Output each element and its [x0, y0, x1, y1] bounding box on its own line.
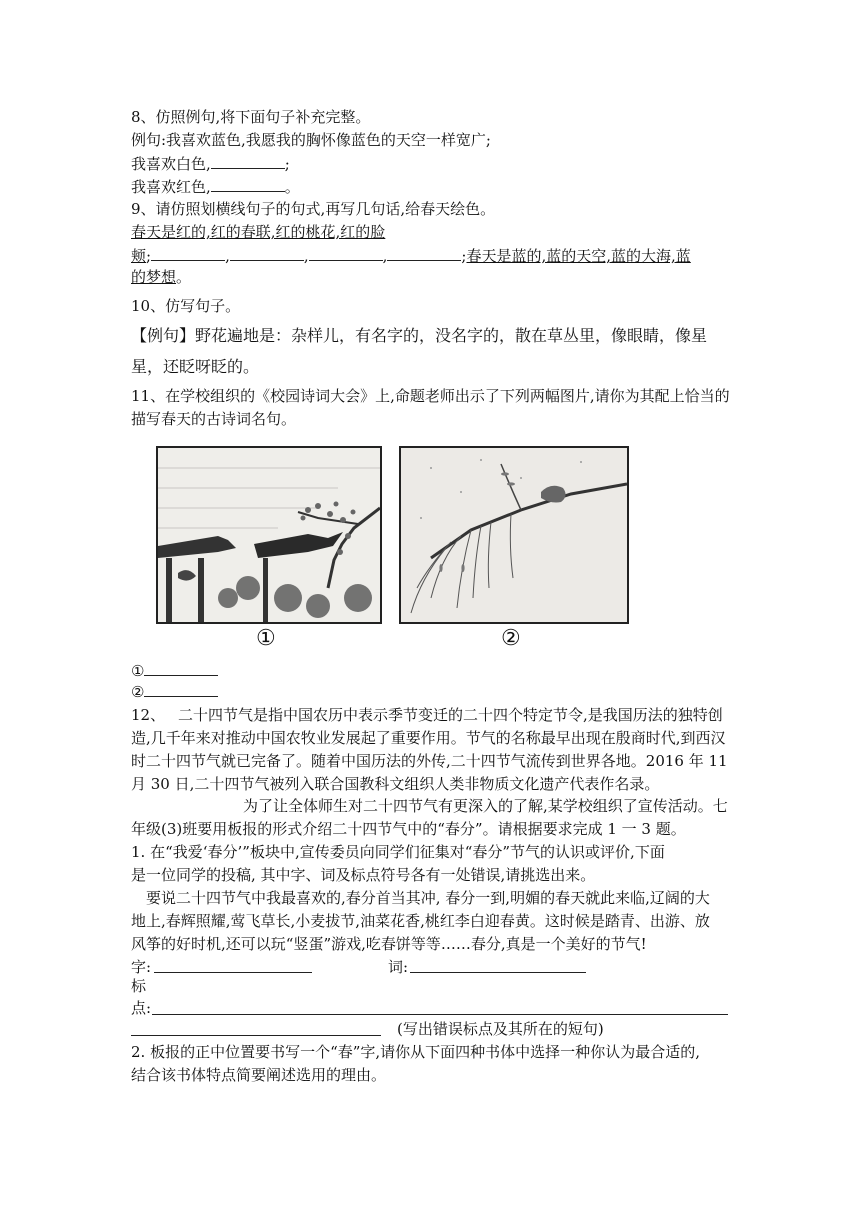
- q11-answer1: [131, 661, 218, 680]
- q12-punct-note: (写出错误标点及其所在的短句): [397, 1020, 604, 1038]
- q8-line1: [131, 154, 290, 173]
- q9-period: 。: [176, 268, 192, 286]
- q11-answer1-label: ①: [131, 662, 145, 680]
- q11-title-line1: 11、在学校组织的《校园诗词大会》上,命题老师出示了下列两幅图片,请你为其配上恰当的: [131, 387, 730, 405]
- q10-title: 10、仿写句子。: [131, 297, 241, 315]
- q11-answer2-label: ②: [131, 683, 145, 701]
- q9-line3: [131, 268, 191, 286]
- q12-number: 12、: [131, 706, 166, 724]
- q9-line2: [131, 246, 691, 265]
- q9-comma3: ,: [382, 247, 388, 265]
- q12-biao-label: 标: [131, 977, 147, 995]
- q8-blank1[interactable]: [211, 154, 285, 169]
- q9-ul-2: 颊: [131, 247, 147, 265]
- q11-answer2: [131, 682, 218, 701]
- picture-2-label: ②: [501, 626, 521, 651]
- q9-blank3[interactable]: [309, 246, 383, 261]
- q9-underlined-1: 春天是红的,红的春联,红的桃花,红的脸: [131, 223, 386, 241]
- eaves-blossom-illustration: [158, 448, 380, 622]
- q8-title: 8、仿照例句,将下面句子补充完整。: [131, 108, 371, 126]
- q8-line2-text: 我喜欢红色,: [131, 178, 211, 196]
- willow-bird-illustration: [401, 448, 627, 622]
- q12-sub2-line1: 2. 板报的正中位置要书写一个“春”字,请你从下面四种书体中选择一种你认为最合适的,: [131, 1043, 700, 1061]
- q12-para-line3: 时二十四节气就已完备了。随着中国历法的外传,二十四节气流传到世界各地。2016 年 11: [131, 752, 728, 770]
- picture-2-willow: [399, 446, 629, 624]
- q9-blank2[interactable]: [230, 246, 304, 261]
- q10-example-line2: 星，还眨呀眨的。: [131, 357, 260, 376]
- q12-essay-line1: 要说二十四节气中我最喜欢的,春分首当其冲, 春分一到,明媚的春天就此来临,辽阔的大: [146, 889, 710, 907]
- q12-sub2-line2: 结合该书体特点简要阐述选用的理由。: [131, 1066, 387, 1084]
- q9-blank1[interactable]: [151, 246, 225, 261]
- q12-para-line4: 月 30 日,二十四节气被列入联合国教科文组织人类非物质文化遗产代表作名录。: [131, 775, 660, 793]
- q8-period: 。: [284, 178, 300, 196]
- q12-dian-label: 点:: [131, 999, 152, 1017]
- q9-comma2: ,: [303, 247, 309, 265]
- q11-answer1-blank[interactable]: [144, 661, 218, 676]
- q12-sub1-line2: 是一位同学的投稿, 其中字、词及标点符号各有一处错误,请挑选出来。: [131, 866, 596, 884]
- q9-title: 9、请仿照划横线句子的句式,再写几句话,给春天绘色。: [131, 200, 496, 218]
- q8-example: 例句:我喜欢蓝色,我愿我的胸怀像蓝色的天空一样宽广;: [131, 131, 491, 149]
- q12-punct-answer-line2[interactable]: [131, 1035, 381, 1036]
- q12-para-line6: 年级(3)班要用板报的形式介绍二十四节气中的“春分”。请根据要求完成 1 一 3 题。: [131, 820, 686, 838]
- q12-para-line1: 二十四节气是指中国农历中表示季节变迁的二十四个特定节令,是我国历法的独特创: [178, 706, 723, 724]
- q9-semi2: ;: [461, 247, 467, 265]
- q9-ul-3: 春天是蓝的,蓝的天空,蓝的大海,蓝: [466, 247, 691, 265]
- q12-sub1-line1: 1. 在“我爱‘春分’”板块中,宣传委员向同学们征集对“春分”节气的认识或评价,下面: [131, 843, 665, 861]
- q12-zi-answer-line[interactable]: [154, 972, 312, 973]
- q9-blank4[interactable]: [387, 246, 461, 261]
- q8-line2: [131, 177, 300, 196]
- picture-1-label: ①: [256, 626, 276, 651]
- q8-semi: ;: [284, 155, 290, 173]
- q9-semi1: ;: [146, 247, 152, 265]
- q9-ul-4: 的梦想: [131, 268, 177, 286]
- q12-zi-label: 字:: [131, 958, 152, 976]
- q12-essay-line3: 风筝的好时机,还可以玩“竖蛋”游戏,吃春饼等等……春分,真是一个美好的节气!: [131, 935, 647, 953]
- picture-1-ancient-eaves: [156, 446, 382, 624]
- q12-para-line5: 为了让全体师生对二十四节气有更深入的了解,某学校组织了宣传活动。七: [243, 797, 728, 815]
- q8-blank2[interactable]: [211, 177, 285, 192]
- q11-title-line2: 描写春天的古诗词名句。: [131, 410, 297, 428]
- q12-ci-answer-line[interactable]: [410, 972, 586, 973]
- q12-para-line2: 造,几千年来对推动中国农牧业发展起了重要作用。节气的名称最早出现在殷商时代,到西汉: [131, 729, 726, 747]
- q10-example-line1: 【例句】野花遍地是：杂样儿，有名字的，没名字的，散在草丛里，像眼睛，像星: [131, 326, 708, 345]
- q12-essay-line2: 地上,春辉照耀,莺飞草长,小麦拔节,油菜花香,桃红李白迎春黄。这时候是踏青、出游、放: [131, 912, 710, 930]
- q8-line1-text: 我喜欢白色,: [131, 155, 211, 173]
- q12-punct-answer-line1[interactable]: [152, 1014, 728, 1015]
- q11-answer2-blank[interactable]: [144, 682, 218, 697]
- q9-comma1: ,: [225, 247, 230, 265]
- q12-ci-label: 词:: [388, 958, 409, 976]
